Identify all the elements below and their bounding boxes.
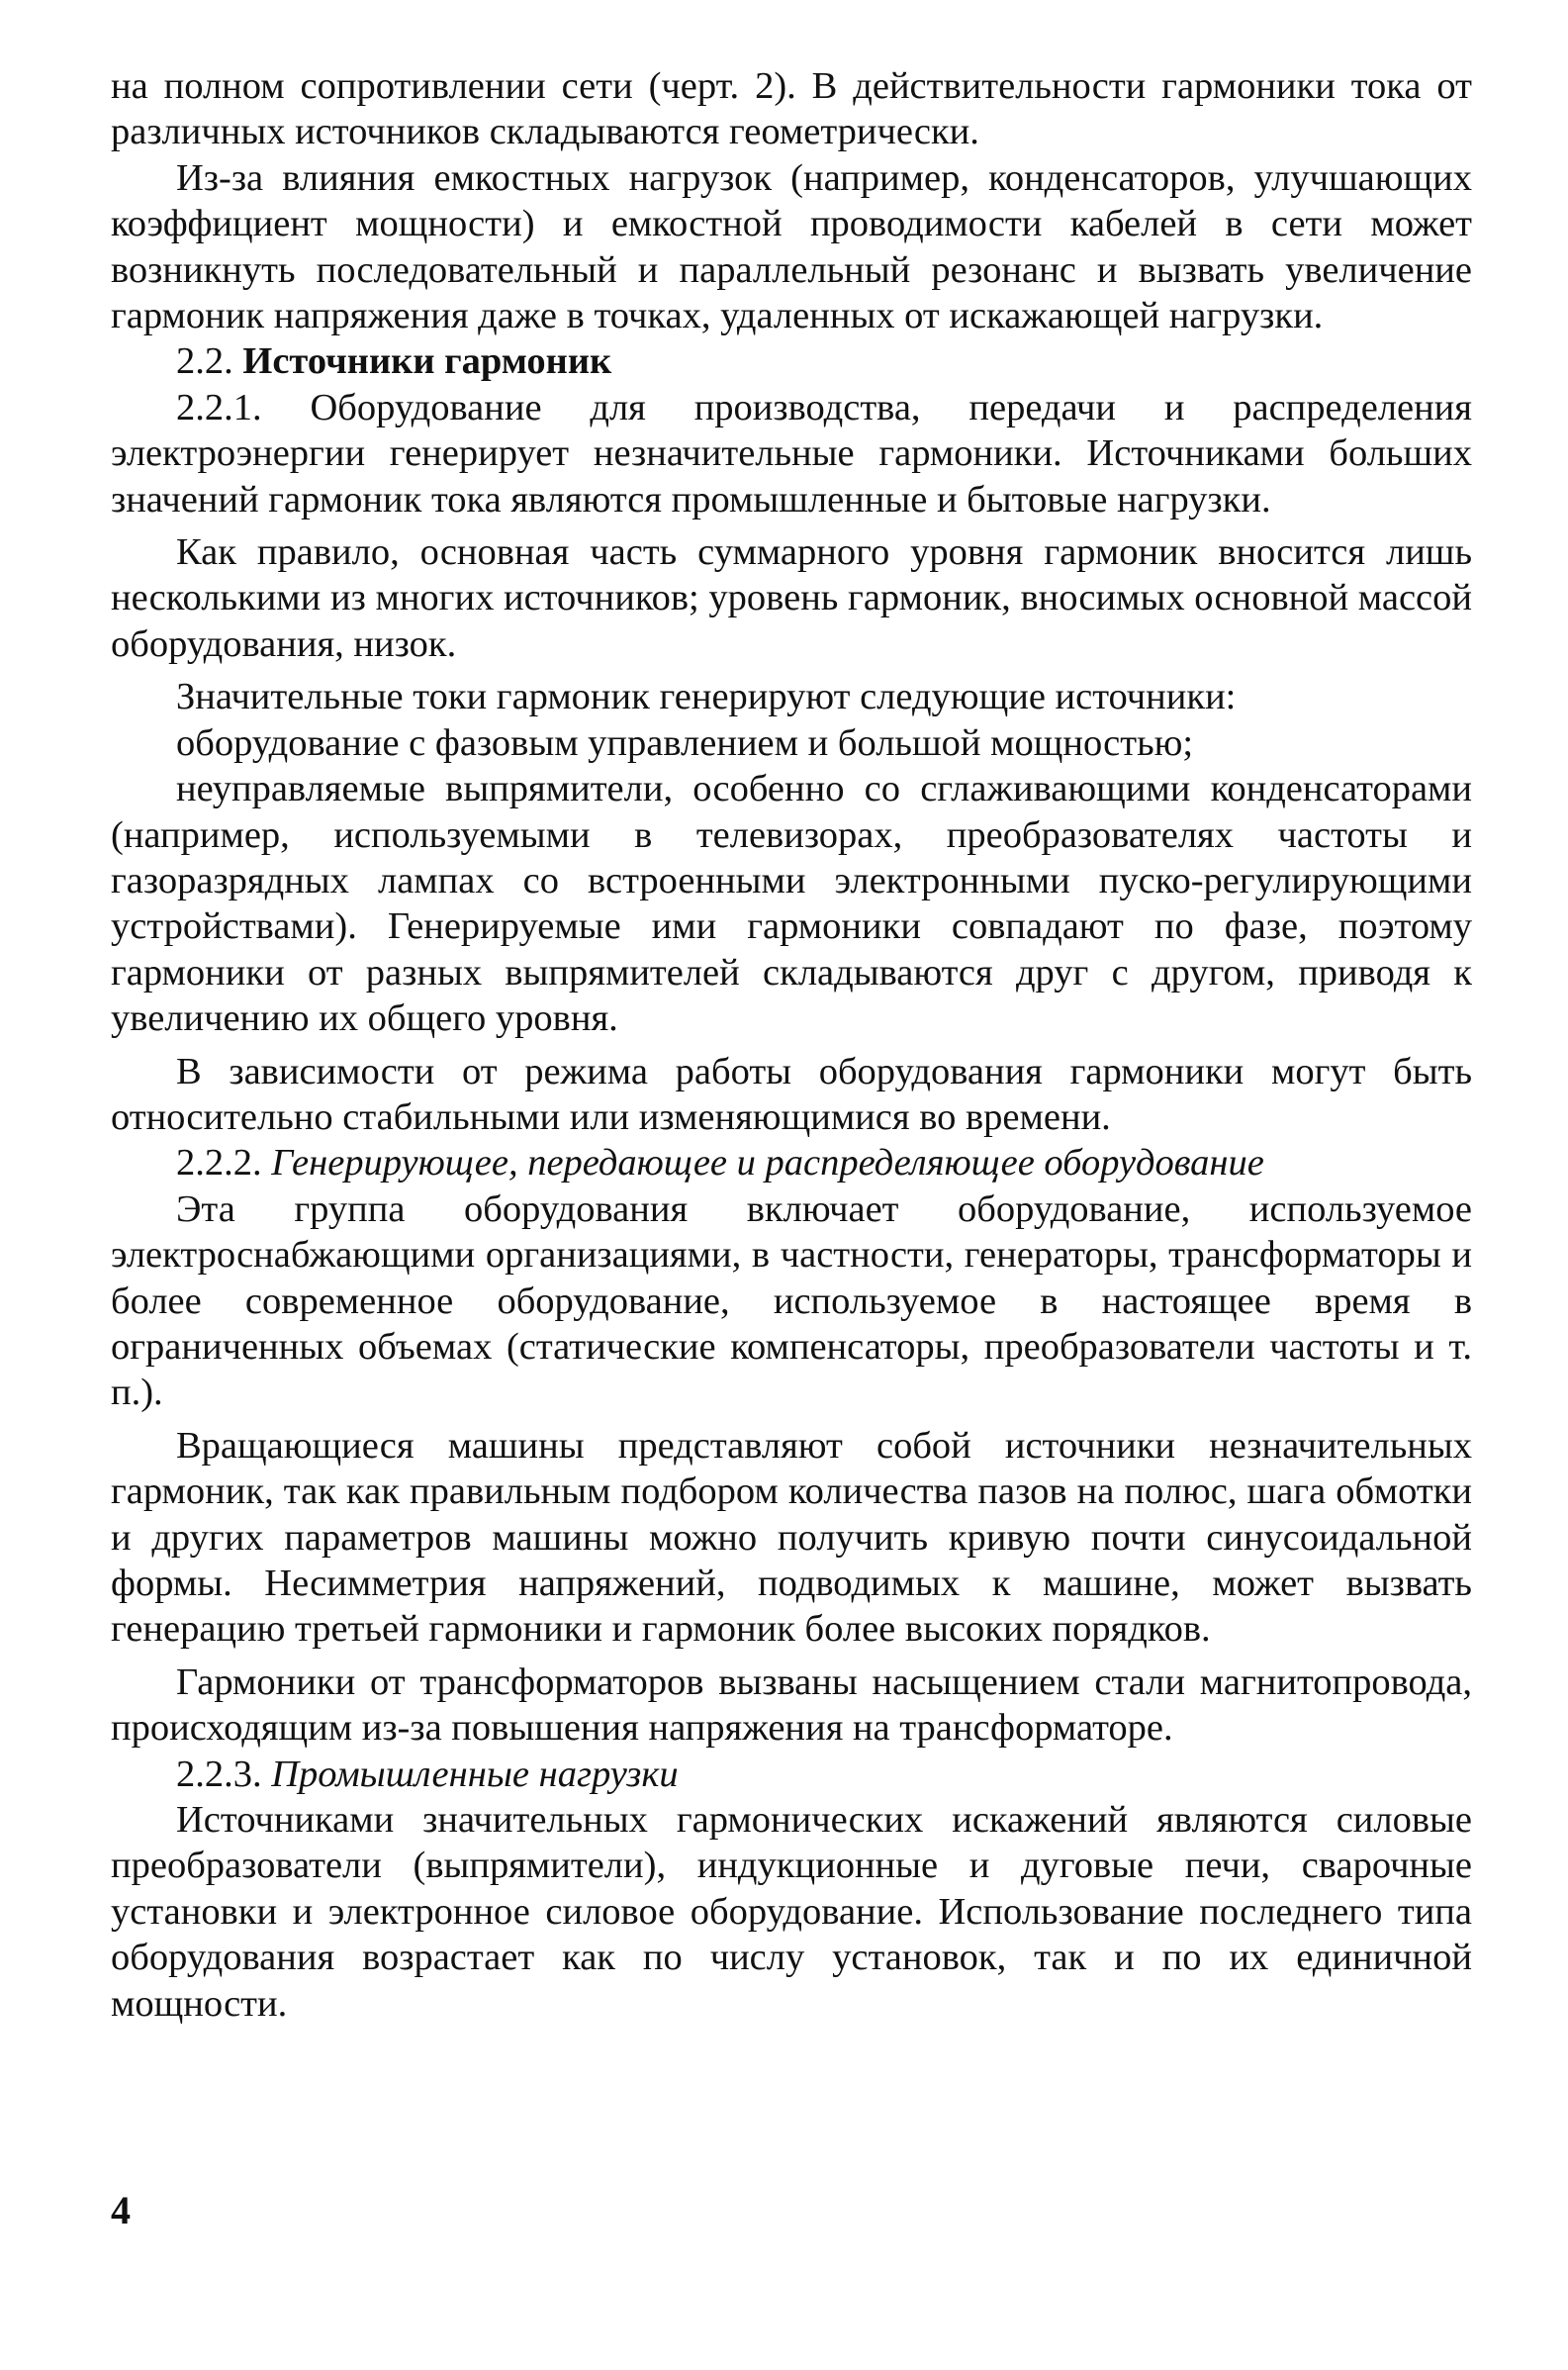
paragraph: Источниками значительных гармонических искажений являются силовые преобразователи (выпрямители), индукционные и дуговые печи, сварочные установки и электронное силовое оборудование. Использование последнего типа оборудования возрастает как по числу установок, так и по их единичной мощности. bbox=[111, 1799, 1472, 2025]
paragraph: 2.2.1. Оборудование для производства, передачи и распределения электроэнергии генерирует незначительные гармоники. Источниками больших значений гармоник тока являются промышленные и бытовые нагрузки. bbox=[111, 386, 1472, 521]
section-heading bbox=[111, 338, 1472, 384]
paragraph: Из-за влияния емкостных нагрузок (например, конденсаторов, улучшающих коэффициент мощности) и емкостной проводимости кабелей в сети может возникнуть последовательный и параллельный резонанс и вызвать увеличение гармоник напряжения даже в точках, удаленных от искажающей нагрузки. bbox=[111, 156, 1472, 337]
page-number: 4 bbox=[111, 2188, 131, 2232]
subsection-title: Промышленные нагрузки bbox=[271, 1753, 679, 1795]
paragraph: Как правило, основная часть суммарного уровня гармоник вносится лишь несколькими из многих источников; уровень гармоник, вносимых основной массой оборудования, низок. bbox=[111, 531, 1472, 665]
section-title: Источники гармоник bbox=[242, 340, 612, 383]
subsection-title: Генерирующее, передающее и распределяющее оборудование bbox=[271, 1142, 1264, 1185]
subsection-heading bbox=[111, 1752, 1472, 1797]
paragraph: Гармоники от трансформаторов вызваны насыщением стали магнитопровода, происходящим из-за повышения напряжения на трансформаторе. bbox=[111, 1660, 1472, 1750]
paragraph: Значительные токи гармоник генерируют следующие источники: bbox=[176, 676, 1237, 718]
page-body bbox=[111, 63, 1472, 2027]
paragraph: В зависимости от режима работы оборудования гармоники могут быть относительно стабильными или изменяющимися во времени. bbox=[111, 1050, 1472, 1138]
paragraph: Эта группа оборудования включает оборудование, используемое электроснабжающими организациями, в частности, генераторы, трансформаторы и более современное оборудование, используемое в настоящее время в ограниченных объемах (статические компенсаторы, преобразователи частоты и т. п.). bbox=[111, 1187, 1472, 1414]
paragraph: на полном сопротивлении сети (черт. 2). В действительности гармоники тока от различных источников складываются геометрически. bbox=[111, 65, 1472, 153]
subsection-number: 2.2.2. bbox=[176, 1142, 262, 1185]
subsection-heading bbox=[111, 1140, 1472, 1185]
list-paragraph: неуправляемые выпрямители, особенно со сглаживающими конденсаторами (например, используемыми в телевизорах, преобразователях частоты и газоразрядных лампах со встроенными электронными пуско-регулирующими устройствами). Генерируемые ими гармоники совпадают по фазе, поэтому гармоники от разных выпрямителей складываются друг с другом, приводя к увеличению их общего уровня. bbox=[111, 768, 1472, 1040]
list-paragraph: оборудование с фазовым управлением и большой мощностью; bbox=[176, 721, 1194, 764]
section-number: 2.2. bbox=[176, 340, 233, 383]
paragraph: Вращающиеся машины представляют собой источники незначительных гармоник, так как правильным подбором количества пазов на полюс, шага обмотки и других параметров машины можно получить кривую почти синусоидальной формы. Несимметрия напряжений, подводимых к машине, может вызвать генерацию третьей гармоники и гармоник более высоких порядков. bbox=[111, 1424, 1472, 1651]
subsection-number: 2.2.3. bbox=[176, 1753, 262, 1795]
